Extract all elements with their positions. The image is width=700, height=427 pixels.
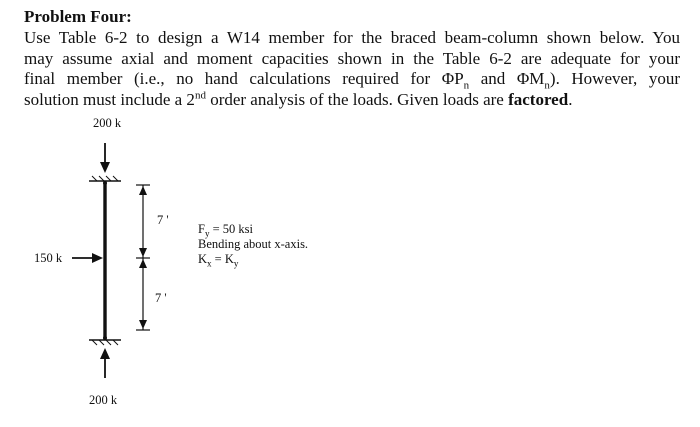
ky-subscript: y	[233, 258, 239, 269]
fy-value: = 50 ksi	[209, 222, 253, 236]
line3-subscript-n1: n	[463, 79, 470, 92]
line3-text-b: and ΦM	[469, 69, 545, 88]
line3-text-a: final member (i.e., no hand calculations required for ΦP	[24, 69, 464, 88]
bending-axis: Bending about x-axis.	[198, 237, 309, 251]
top-load-label: 200 k	[93, 116, 122, 130]
bottom-load-label: 200 k	[89, 393, 118, 407]
side-load-arrow	[72, 253, 103, 263]
line3-text-c: ). However, your	[549, 69, 680, 88]
top-load-arrow	[100, 143, 110, 173]
fy-symbol: F	[198, 222, 205, 236]
bottom-load-arrow	[100, 348, 110, 378]
paragraph-line-2: may assume axial and moment capacities shown in the Table 6-2 are adequate for your	[24, 48, 680, 68]
effective-length-factors	[198, 252, 308, 267]
problem-heading: Problem Four:	[24, 7, 132, 26]
fy-subscript: y	[204, 228, 210, 239]
side-load-label: 150 k	[34, 251, 63, 265]
material-properties	[198, 222, 308, 267]
kx-subscript: x	[207, 258, 212, 269]
k-symbol-x: K	[198, 252, 208, 266]
yield-strength	[198, 222, 308, 237]
line4-text-a: solution must include a 2	[24, 89, 195, 109]
bottom-support	[89, 336, 121, 345]
paragraph-line-1: Use Table 6-2 to design a W14 member for the braced beam-column shown below. You	[24, 28, 680, 47]
line4-bold-factored: factored	[508, 89, 569, 109]
lower-dimension-label: 7 '	[155, 291, 167, 305]
line3-subscript-n2: n	[544, 79, 550, 92]
k-equals: = K	[211, 252, 234, 266]
line4-text-b: order analysis of the loads. Given loads are	[205, 89, 509, 109]
line4-text-c: .	[568, 89, 573, 109]
upper-dimension-label: 7 '	[157, 213, 169, 227]
line4-superscript-nd: nd	[194, 88, 206, 101]
dimension-line	[136, 185, 150, 330]
